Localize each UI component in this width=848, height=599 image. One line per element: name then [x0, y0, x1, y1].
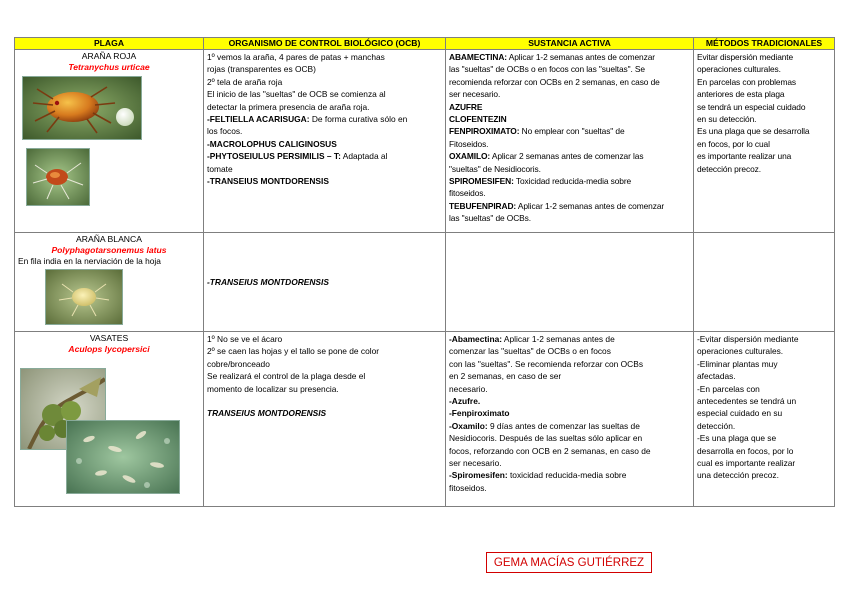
- sustancia-line: [449, 370, 690, 382]
- sustancia-text: las "sueltas" de OCBs.: [449, 213, 531, 224]
- metodos-line: antecedentes se tendrá un: [697, 396, 797, 407]
- sustancia-name: SPIROMESIFEN:: [449, 176, 514, 187]
- sustancia-text: con las "sueltas". Se recomienda reforzar con OCBs: [449, 358, 644, 369]
- ocb-agent-line: [207, 163, 442, 175]
- sustancia-line: [449, 175, 690, 187]
- sustancia-line: [449, 125, 690, 137]
- metodos-cell-arana-blanca: [694, 233, 835, 332]
- metodos-line: operaciones culturales.: [697, 64, 781, 75]
- metodos-line: Evitar dispersión mediante: [697, 52, 794, 62]
- row-arana-blanca: [15, 233, 835, 332]
- ocb-agent-name: -FELTIELLA ACARISUGA:: [207, 114, 310, 125]
- ocb-text-line: 1º No se ve el ácaro: [207, 334, 283, 344]
- pest-cell-arana-roja: [15, 50, 204, 233]
- sustancia-cell-vasates: [446, 332, 694, 507]
- pest-control-table: [14, 37, 835, 507]
- sustancia-line: [449, 333, 690, 345]
- ocb-agent-text: los focos.: [207, 126, 243, 137]
- pest-name: VASATES: [89, 333, 129, 343]
- metodos-line: una detección precoz.: [697, 470, 779, 481]
- ocb-agent-name: -TRANSEIUS MONTDORENSIS: [207, 176, 329, 187]
- metodos-line: detección precoz.: [697, 163, 761, 174]
- ocb-text-line: Se realizará el control de la plaga desde el: [207, 371, 366, 382]
- sustancia-line: [449, 200, 690, 212]
- sustancia-line: [449, 88, 690, 100]
- metodos-line: anteriores de esta plaga: [697, 89, 785, 100]
- metodos-line: se tendrá un especial cuidado: [697, 101, 806, 112]
- pest-name: ARAÑA ROJA: [81, 51, 137, 61]
- metodos-line: desarrolla en focos, por lo: [697, 445, 794, 456]
- ocb-text-line: rojas (transparentes es OCB): [207, 64, 316, 75]
- sustancia-text: fitoseidos.: [449, 482, 487, 493]
- ocb-text-line: 2º se caen las hojas y el tallo se pone de color: [207, 346, 380, 357]
- sustancia-text: No emplear con "sueltas" de: [519, 126, 625, 137]
- vasates-photos: [18, 368, 200, 492]
- sustancia-line: [449, 420, 690, 432]
- header-ocb: ORGANISMO DE CONTROL BIOLÓGICO (OCB): [204, 38, 446, 50]
- ocb-agent-text: tomate: [207, 163, 233, 174]
- sustancia-text: Aplicar 1-2 semanas antes de comenzar: [516, 200, 665, 211]
- sustancia-name: -Oxamilo:: [449, 420, 488, 431]
- sustancia-text: ser necesario.: [449, 458, 502, 469]
- metodos-line: afectadas.: [697, 371, 736, 382]
- metodos-line: especial cuidado en su: [697, 408, 783, 419]
- sustancia-line: [449, 407, 690, 419]
- sustancia-text: focos, reforzando con OCB en 2 semanas, en caso de: [449, 445, 651, 456]
- ocb-text-line: cobre/bronceado: [207, 358, 270, 369]
- header-metodos: MÉTODOS TRADICIONALES: [694, 38, 835, 50]
- sustancia-text: "sueltas" de Nesidiocoris.: [449, 163, 541, 174]
- sustancia-line: [449, 150, 690, 162]
- sustancia-line: [449, 358, 690, 370]
- sustancia-line: [449, 163, 690, 175]
- sustancia-text: Aplicar 2 semanas antes de comenzar las: [490, 151, 644, 162]
- metodos-line: -Evitar dispersión mediante: [697, 334, 799, 344]
- sustancia-line: [449, 457, 690, 469]
- russet-mite-closeup-photo: [66, 420, 180, 494]
- sustancia-line: [449, 345, 690, 357]
- ocb-agent-line: [207, 113, 442, 125]
- sustancia-text: Aplicar 1-2 semanas antes de: [502, 334, 615, 344]
- sustancia-cell-arana-blanca: [446, 233, 694, 332]
- sustancia-text: fitoseidos.: [449, 188, 486, 199]
- header-sustancia: SUSTANCIA ACTIVA: [446, 38, 694, 50]
- sustancia-text: comenzar las "sueltas" de OCBs o en focos: [449, 346, 611, 357]
- broad-mite-photo: [45, 269, 123, 325]
- ocb-text-line: momento de localizar su presencia.: [207, 383, 339, 394]
- sustancia-text: Aplicar 1-2 semanas antes de comenzar: [506, 52, 655, 62]
- sustancia-text: recomienda reforzar con OCBs en 2 semanas, en caso de: [449, 76, 660, 87]
- pest-scientific-name: Tetranychus urticae: [68, 62, 150, 72]
- metodos-line: operaciones culturales.: [697, 346, 784, 357]
- sustancia-name: FENPIROXIMATO:: [449, 126, 520, 137]
- sustancia-name: OXAMILO:: [449, 151, 491, 162]
- sustancia-name: ABAMECTINA:: [449, 52, 507, 62]
- sustancia-line: [449, 383, 690, 395]
- metodos-line: detección.: [697, 420, 736, 431]
- sustancia-text: Fitoseidos.: [449, 138, 489, 149]
- spider-mite-photo: [22, 76, 142, 140]
- ocb-agent-name: -PHYTOSEIULUS PERSIMILIS – T:: [207, 151, 341, 162]
- metodos-line: En parcelas con problemas: [697, 76, 796, 87]
- ocb-text-line: El inicio de las "sueltas" de OCB se comienza al: [207, 89, 386, 100]
- ocb-agent-text: De forma curativa sólo en: [309, 114, 408, 125]
- ocb-cell-vasates: [204, 332, 446, 507]
- ocb-agent-text: Adaptada al: [340, 151, 388, 162]
- metodos-line: en su detección.: [697, 114, 757, 125]
- author-name-box: GEMA MACÍAS GUTIÉRREZ: [486, 552, 652, 573]
- sustancia-line: [449, 212, 690, 224]
- ocb-text-line: detectar la primera presencia de araña roja.: [207, 101, 370, 112]
- sustancia-line: [449, 432, 690, 444]
- sustancia-line: [449, 187, 690, 199]
- sustancia-text: las "sueltas" de OCBs o en focos con las "sueltas". Se: [449, 64, 645, 75]
- metodos-line: cual es importante realizar: [697, 458, 796, 469]
- ocb-agent-line: [207, 175, 442, 187]
- sustancia-line: [449, 482, 690, 494]
- pest-name: ARAÑA BLANCA: [76, 234, 142, 244]
- sustancia-text: ser necesario.: [449, 89, 501, 100]
- ocb-agent-name: -TRANSEIUS MONTDORENSIS: [207, 276, 329, 287]
- header-row: [15, 38, 835, 50]
- sustancia-name: CLOFENTEZIN: [449, 114, 507, 125]
- sustancia-line: [449, 76, 690, 88]
- metodos-cell-vasates: [694, 332, 835, 507]
- sustancia-line: [449, 395, 690, 407]
- metodos-line: es importante realizar una: [697, 151, 792, 162]
- ocb-cell-arana-blanca: [204, 233, 446, 332]
- header-plaga: PLAGA: [15, 38, 204, 50]
- metodos-line: -En parcelas con: [697, 383, 760, 394]
- sustancia-text: necesario.: [449, 383, 488, 394]
- sustancia-cell-arana-roja: [446, 50, 694, 233]
- sustancia-line: [449, 138, 690, 150]
- metodos-line: -Es una plaga que se: [697, 433, 777, 444]
- ocb-agent-line: [207, 138, 442, 150]
- pest-note: En fila india en la nerviación de la hoja: [18, 256, 161, 266]
- sustancia-line: [449, 63, 690, 75]
- pest-scientific-name: Aculops lycopersici: [68, 344, 150, 354]
- sustancia-text: Nesidiocoris. Después de las sueltas sólo aplicar en: [449, 433, 643, 444]
- row-arana-roja: [15, 50, 835, 233]
- sustancia-line: [449, 101, 690, 113]
- sustancia-line: [449, 445, 690, 457]
- metodos-line: -Eliminar plantas muy: [697, 358, 778, 369]
- sustancia-name: -Abamectina:: [449, 334, 503, 344]
- spider-mite-closeup-photo: [26, 148, 90, 206]
- sustancia-text: toxicidad reducida-media sobre: [507, 470, 627, 481]
- ocb-agent-line: [207, 125, 442, 137]
- ocb-agent-line: [207, 150, 442, 162]
- metodos-cell-arana-roja: [694, 50, 835, 233]
- pest-cell-arana-blanca: [15, 233, 204, 332]
- metodos-line: en focos, por lo cual: [697, 138, 770, 149]
- sustancia-text: 9 días antes de comenzar las sueltas de: [487, 420, 640, 431]
- sustancia-line: [449, 51, 690, 63]
- sustancia-line: [449, 469, 690, 481]
- sustancia-name: -Fenpiroximato: [449, 408, 510, 419]
- pest-scientific-name: Polyphagotarsonemus latus: [51, 245, 167, 255]
- sustancia-line: [449, 113, 690, 125]
- ocb-agent-name: TRANSEIUS MONTDORENSIS: [207, 408, 327, 419]
- ocb-agent-name: -MACROLOPHUS CALIGINOSUS: [207, 138, 337, 149]
- sustancia-name: -Spiromesifen:: [449, 470, 508, 481]
- sustancia-text: en 2 semanas, en caso de ser: [449, 371, 562, 382]
- metodos-line: Es una plaga que se desarrolla: [697, 126, 810, 137]
- sustancia-name: AZUFRE: [449, 101, 483, 112]
- sustancia-name: TEBUFENPIRAD:: [449, 200, 517, 211]
- ocb-cell-arana-roja: [204, 50, 446, 233]
- row-vasates: [15, 332, 835, 507]
- ocb-text-line: 2º tela de araña roja: [207, 76, 283, 87]
- sustancia-name: -Azufre.: [449, 396, 481, 407]
- sustancia-text: Toxicidad reducida-media sobre: [513, 176, 632, 187]
- pest-cell-vasates: [15, 332, 204, 507]
- ocb-text-line: 1º vemos la araña, 4 pares de patas + manchas: [207, 52, 385, 62]
